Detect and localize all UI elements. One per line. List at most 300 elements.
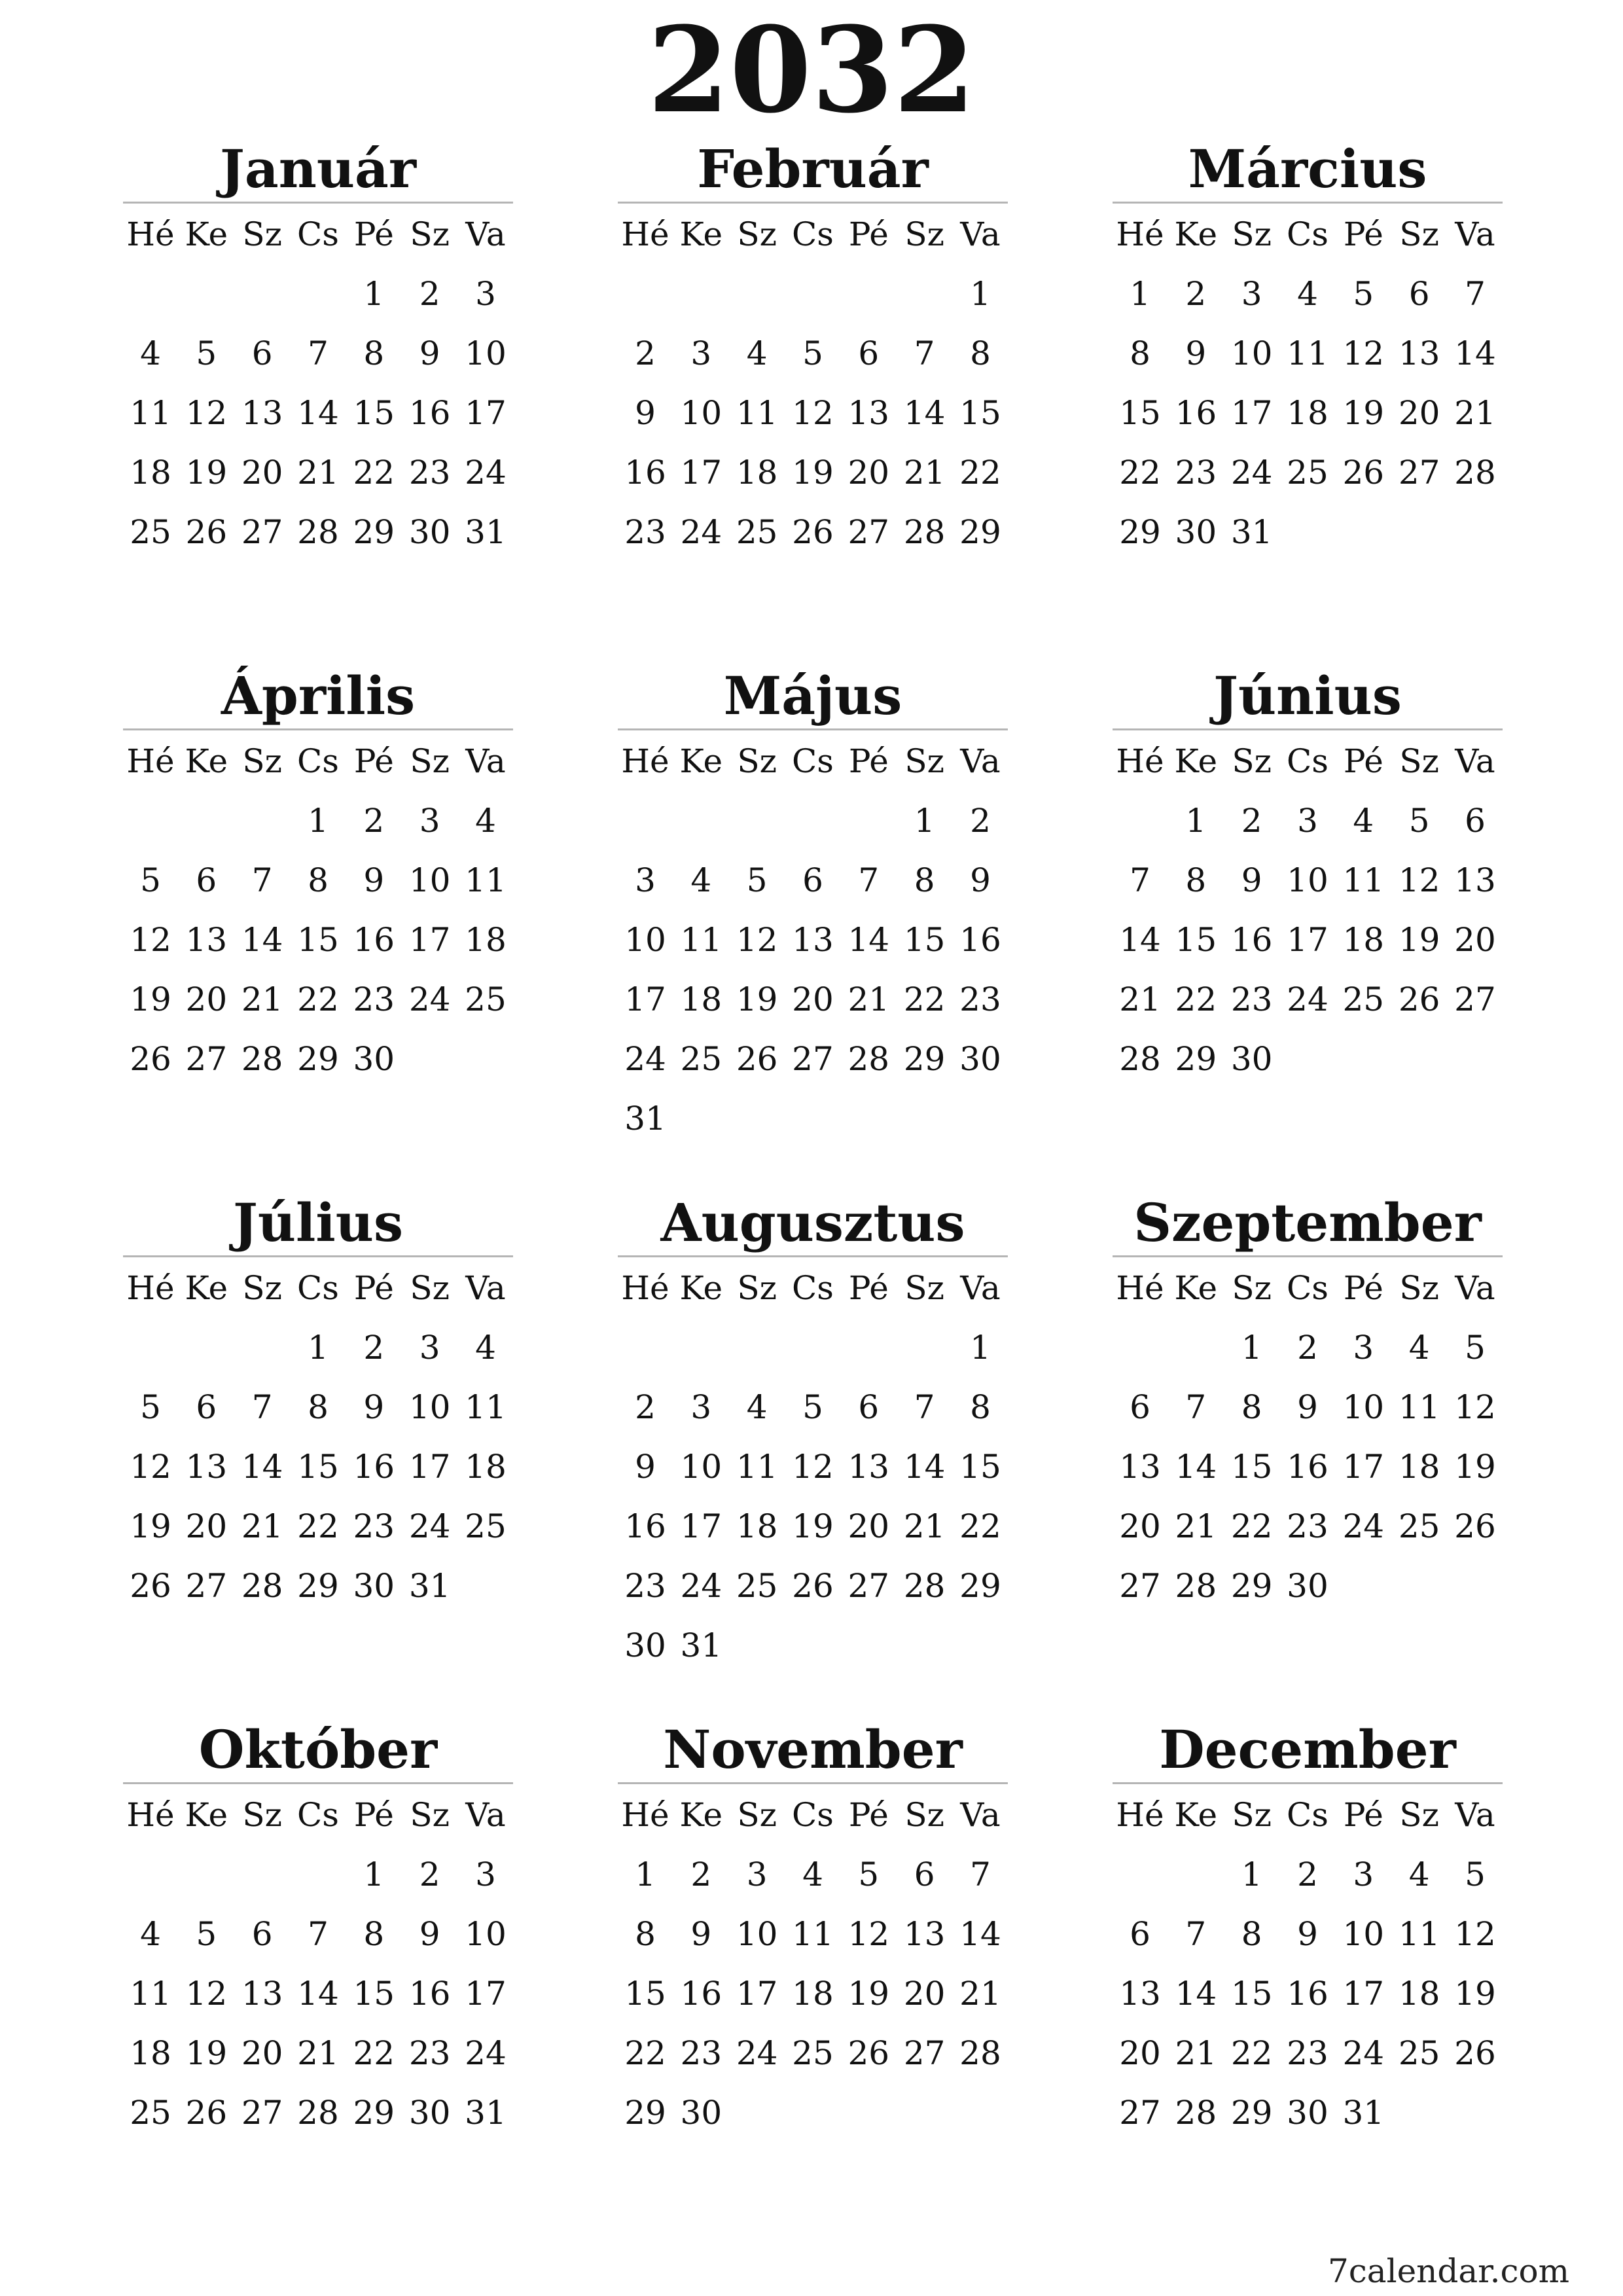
day-cell: 25 — [736, 1567, 778, 1605]
day-cell: 4 — [746, 334, 768, 372]
day-cell: 24 — [465, 454, 507, 492]
empty-cell — [618, 791, 673, 851]
month-block — [1113, 663, 1503, 1089]
weekday-header: Sz — [1399, 1796, 1439, 1834]
empty-cell — [673, 264, 728, 324]
weekday-header: Ke — [185, 1796, 228, 1834]
day-cell: 22 — [297, 980, 339, 1018]
weekday-header: Pé — [353, 742, 394, 780]
weekday-header: Hé — [126, 742, 175, 780]
day-cell: 12 — [792, 394, 834, 432]
month-divider — [123, 1255, 513, 1257]
day-cell: 25 — [680, 1040, 722, 1078]
day-grid — [618, 1259, 1008, 1676]
weekday-header: Hé — [621, 1269, 669, 1307]
day-cell: 11 — [465, 861, 507, 899]
day-cell: 28 — [297, 2094, 339, 2132]
month-name: Augusztus — [660, 1192, 965, 1253]
weekday-header: Sz — [1232, 1796, 1272, 1834]
day-cell: 29 — [1175, 1040, 1217, 1078]
day-cell: 12 — [792, 1448, 834, 1486]
day-cell: 3 — [419, 802, 440, 840]
weekday-header: Hé — [1116, 742, 1164, 780]
day-cell: 7 — [1185, 1388, 1207, 1426]
day-cell: 28 — [297, 513, 339, 551]
day-cell: 20 — [1119, 1507, 1161, 1545]
day-grid — [1113, 1785, 1503, 2143]
weekday-header: Cs — [1287, 1796, 1329, 1834]
day-cell: 12 — [130, 921, 171, 959]
empty-cell — [673, 791, 728, 851]
day-cell: 5 — [1465, 1329, 1486, 1367]
weekday-header: Pé — [848, 215, 889, 253]
weekday-header: Sz — [737, 1269, 777, 1307]
day-cell: 28 — [847, 1040, 890, 1078]
day-cell: 23 — [353, 980, 395, 1018]
day-cell: 7 — [1465, 275, 1486, 313]
day-cell: 2 — [1241, 802, 1262, 840]
weekday-header: Pé — [1343, 742, 1383, 780]
weekday-header: Ke — [1174, 215, 1218, 253]
day-cell: 11 — [130, 394, 171, 432]
day-cell: 13 — [241, 1975, 283, 2013]
day-cell: 30 — [353, 1567, 395, 1605]
day-cell: 6 — [858, 334, 880, 372]
day-cell: 26 — [185, 513, 228, 551]
day-cell: 8 — [1130, 334, 1150, 372]
day-cell: 10 — [465, 334, 507, 372]
weekday-header: Cs — [792, 215, 834, 253]
weekday-header: Cs — [297, 215, 339, 253]
empty-cell — [179, 791, 234, 851]
day-cell: 6 — [196, 1388, 217, 1426]
day-cell: 23 — [959, 980, 1001, 1018]
empty-cell — [123, 791, 178, 851]
month-divider — [1113, 1255, 1503, 1257]
day-cell: 20 — [1398, 394, 1440, 432]
empty-cell — [291, 1845, 346, 1905]
weekday-header: Sz — [1232, 215, 1272, 253]
day-cell: 21 — [847, 980, 890, 1018]
weekday-header: Hé — [621, 1796, 669, 1834]
weekday-header: Sz — [904, 1796, 944, 1834]
day-cell: 3 — [690, 1388, 712, 1426]
day-cell: 10 — [1230, 334, 1273, 372]
month-block — [1113, 136, 1503, 562]
day-cell: 4 — [746, 1388, 768, 1426]
weekday-header: Sz — [1399, 1269, 1439, 1307]
day-cell: 24 — [680, 1567, 722, 1605]
day-cell: 13 — [185, 1448, 228, 1486]
weekday-header: Cs — [792, 742, 834, 780]
day-cell: 1 — [308, 1329, 329, 1367]
weekday-header: Sz — [1232, 1269, 1272, 1307]
day-cell: 17 — [408, 921, 451, 959]
day-cell: 6 — [914, 1856, 935, 1893]
day-cell: 30 — [1175, 513, 1217, 551]
month-block — [618, 1717, 1008, 2143]
day-cell: 14 — [903, 394, 946, 432]
day-cell: 14 — [1454, 334, 1496, 372]
day-cell: 9 — [363, 1388, 385, 1426]
day-cell: 29 — [959, 513, 1001, 551]
day-cell: 21 — [1454, 394, 1496, 432]
day-cell: 18 — [736, 454, 778, 492]
day-cell: 16 — [624, 454, 666, 492]
day-cell: 27 — [241, 2094, 283, 2132]
day-cell: 20 — [241, 454, 283, 492]
day-cell: 7 — [1185, 1915, 1207, 1953]
weekday-header: Pé — [1343, 1269, 1383, 1307]
day-cell: 16 — [353, 921, 395, 959]
empty-cell — [123, 1318, 178, 1378]
day-cell: 30 — [408, 2094, 451, 2132]
day-cell: 26 — [130, 1040, 171, 1078]
day-cell: 29 — [1230, 1567, 1273, 1605]
day-cell: 22 — [1175, 980, 1217, 1018]
month-name: Június — [1213, 665, 1402, 726]
day-cell: 16 — [1230, 921, 1273, 959]
day-cell: 22 — [1119, 454, 1161, 492]
day-grid — [1113, 205, 1503, 562]
weekday-header: Va — [1455, 742, 1495, 780]
empty-cell — [730, 791, 785, 851]
weekday-header: Cs — [1287, 1269, 1329, 1307]
day-cell: 10 — [680, 394, 722, 432]
day-cell: 26 — [736, 1040, 778, 1078]
day-cell: 22 — [1230, 1507, 1273, 1545]
day-cell: 28 — [959, 2034, 1001, 2072]
day-cell: 21 — [241, 1507, 283, 1545]
day-cell: 15 — [1230, 1975, 1273, 2013]
weekday-header: Va — [960, 1796, 1001, 1834]
day-cell: 2 — [635, 1388, 656, 1426]
day-cell: 15 — [959, 394, 1001, 432]
day-cell: 17 — [408, 1448, 451, 1486]
day-cell: 20 — [185, 980, 228, 1018]
month-divider — [618, 1782, 1008, 1784]
day-cell: 4 — [1408, 1329, 1430, 1367]
weekday-header: Pé — [848, 1796, 889, 1834]
day-cell: 9 — [1297, 1915, 1318, 1953]
empty-cell — [841, 791, 896, 851]
month-name: Október — [198, 1719, 438, 1780]
day-cell: 16 — [408, 1975, 451, 2013]
day-cell: 17 — [1287, 921, 1329, 959]
day-cell: 20 — [847, 454, 890, 492]
day-cell: 27 — [185, 1567, 228, 1605]
day-cell: 31 — [680, 1626, 722, 1664]
day-grid — [1113, 1259, 1503, 1616]
day-cell: 1 — [970, 1329, 991, 1367]
empty-cell — [179, 264, 234, 324]
empty-cell — [1113, 1845, 1168, 1905]
day-cell: 20 — [792, 980, 834, 1018]
day-cell: 31 — [1230, 513, 1273, 551]
day-cell: 21 — [959, 1975, 1001, 2013]
day-cell: 4 — [140, 1915, 161, 1953]
day-cell: 28 — [241, 1040, 283, 1078]
day-cell: 11 — [465, 1388, 507, 1426]
day-cell: 10 — [1342, 1388, 1385, 1426]
day-cell: 24 — [465, 2034, 507, 2072]
day-cell: 27 — [903, 2034, 946, 2072]
day-cell: 18 — [130, 454, 171, 492]
day-cell: 10 — [408, 1388, 451, 1426]
day-cell: 13 — [241, 394, 283, 432]
day-cell: 20 — [1454, 921, 1496, 959]
day-cell: 23 — [1287, 1507, 1329, 1545]
day-cell: 5 — [746, 861, 768, 899]
day-cell: 20 — [1119, 2034, 1161, 2072]
day-cell: 25 — [465, 980, 507, 1018]
day-cell: 8 — [1241, 1915, 1262, 1953]
day-cell: 19 — [1454, 1975, 1496, 2013]
day-cell: 12 — [736, 921, 778, 959]
day-cell: 13 — [847, 394, 890, 432]
month-divider — [123, 728, 513, 730]
year-title: 2032 — [647, 1, 976, 139]
day-cell: 9 — [690, 1915, 712, 1953]
day-cell: 5 — [140, 861, 161, 899]
empty-cell — [673, 1318, 728, 1378]
day-cell: 3 — [419, 1329, 440, 1367]
day-cell: 27 — [1398, 454, 1440, 492]
month-divider — [123, 202, 513, 204]
day-cell: 22 — [353, 2034, 395, 2072]
day-cell: 15 — [624, 1975, 666, 2013]
day-cell: 3 — [746, 1856, 768, 1893]
day-cell: 7 — [308, 1915, 329, 1953]
day-cell: 9 — [1185, 334, 1207, 372]
month-name: Március — [1188, 138, 1427, 200]
day-cell: 28 — [903, 1567, 946, 1605]
day-cell: 18 — [465, 921, 507, 959]
day-cell: 30 — [1230, 1040, 1273, 1078]
empty-cell — [235, 264, 290, 324]
day-cell: 16 — [680, 1975, 722, 2013]
weekday-header: Hé — [1116, 1269, 1164, 1307]
day-cell: 11 — [130, 1975, 171, 2013]
day-cell: 25 — [1287, 454, 1329, 492]
day-cell: 16 — [1287, 1975, 1329, 2013]
day-cell: 29 — [903, 1040, 946, 1078]
weekday-header: Cs — [792, 1796, 834, 1834]
month-block — [618, 136, 1008, 562]
day-cell: 26 — [792, 513, 834, 551]
empty-cell — [1168, 1845, 1223, 1905]
day-cell: 24 — [1287, 980, 1329, 1018]
weekday-header: Hé — [126, 1796, 175, 1834]
day-cell: 2 — [419, 1856, 440, 1893]
day-grid — [123, 1785, 513, 2143]
day-cell: 13 — [1454, 861, 1496, 899]
day-cell: 1 — [635, 1856, 656, 1893]
day-cell: 16 — [1287, 1448, 1329, 1486]
day-cell: 6 — [858, 1388, 880, 1426]
day-cell: 29 — [1119, 513, 1161, 551]
day-cell: 14 — [241, 921, 283, 959]
empty-cell — [618, 1318, 673, 1378]
day-cell: 31 — [465, 513, 507, 551]
day-cell: 9 — [970, 861, 991, 899]
weekday-header: Sz — [410, 1796, 450, 1834]
day-cell: 22 — [903, 980, 946, 1018]
day-cell: 11 — [1398, 1915, 1440, 1953]
weekday-header: Sz — [242, 1269, 282, 1307]
day-cell: 5 — [196, 1915, 217, 1953]
month-block — [1113, 1717, 1503, 2143]
day-cell: 26 — [792, 1567, 834, 1605]
day-cell: 11 — [1342, 861, 1385, 899]
footer-watermark: 7calendar.com — [1327, 2252, 1569, 2290]
day-grid — [618, 205, 1008, 562]
month-name: December — [1159, 1719, 1456, 1780]
day-cell: 18 — [1342, 921, 1385, 959]
weekday-header: Sz — [410, 1269, 450, 1307]
day-cell: 18 — [1287, 394, 1329, 432]
day-cell: 9 — [1297, 1388, 1318, 1426]
day-cell: 4 — [690, 861, 712, 899]
day-cell: 23 — [408, 2034, 451, 2072]
day-cell: 28 — [903, 513, 946, 551]
day-cell: 21 — [1119, 980, 1161, 1018]
day-cell: 4 — [1353, 802, 1374, 840]
weekday-header: Cs — [297, 742, 339, 780]
day-cell: 5 — [1465, 1856, 1486, 1893]
weekday-header: Ke — [1174, 742, 1218, 780]
empty-cell — [123, 264, 178, 324]
weekday-header: Pé — [1343, 1796, 1383, 1834]
day-cell: 19 — [1342, 394, 1385, 432]
day-cell: 9 — [419, 334, 440, 372]
weekday-header: Hé — [126, 215, 175, 253]
weekday-header: Sz — [1399, 742, 1439, 780]
day-cell: 26 — [1342, 454, 1385, 492]
weekday-header: Ke — [679, 1796, 723, 1834]
empty-cell — [1113, 791, 1168, 851]
weekday-header: Va — [1455, 1269, 1495, 1307]
day-cell: 31 — [624, 1100, 666, 1138]
weekday-header: Hé — [1116, 1796, 1164, 1834]
day-cell: 7 — [914, 1388, 935, 1426]
weekday-header: Pé — [353, 1269, 394, 1307]
day-cell: 2 — [1185, 275, 1207, 313]
weekday-header: Ke — [679, 215, 723, 253]
day-cell: 30 — [408, 513, 451, 551]
day-cell: 4 — [802, 1856, 823, 1893]
day-cell: 10 — [408, 861, 451, 899]
day-cell: 6 — [1130, 1915, 1150, 1953]
day-cell: 19 — [130, 1507, 171, 1545]
day-cell: 27 — [241, 513, 283, 551]
empty-cell — [179, 1318, 234, 1378]
day-cell: 15 — [1119, 394, 1161, 432]
month-block — [123, 1190, 513, 1616]
day-cell: 20 — [903, 1975, 946, 2013]
weekday-header: Hé — [621, 742, 669, 780]
day-cell: 1 — [1185, 802, 1207, 840]
day-cell: 20 — [185, 1507, 228, 1545]
day-cell: 8 — [308, 1388, 329, 1426]
day-cell: 17 — [1342, 1448, 1385, 1486]
day-cell: 2 — [419, 275, 440, 313]
day-cell: 22 — [959, 1507, 1001, 1545]
day-cell: 30 — [1287, 1567, 1329, 1605]
day-cell: 10 — [624, 921, 666, 959]
day-cell: 28 — [1454, 454, 1496, 492]
day-cell: 23 — [680, 2034, 722, 2072]
day-cell: 30 — [353, 1040, 395, 1078]
day-cell: 24 — [408, 980, 451, 1018]
day-cell: 23 — [1287, 2034, 1329, 2072]
day-cell: 14 — [903, 1448, 946, 1486]
month-name: Szeptember — [1133, 1192, 1482, 1253]
day-cell: 27 — [1119, 1567, 1161, 1605]
day-cell: 30 — [1287, 2094, 1329, 2132]
day-cell: 14 — [241, 1448, 283, 1486]
day-cell: 1 — [1241, 1856, 1262, 1893]
day-cell: 16 — [1175, 394, 1217, 432]
day-cell: 18 — [130, 2034, 171, 2072]
weekday-header: Sz — [904, 1269, 944, 1307]
day-cell: 5 — [1408, 802, 1430, 840]
day-cell: 9 — [419, 1915, 440, 1953]
day-cell: 16 — [959, 921, 1001, 959]
day-cell: 4 — [475, 1329, 496, 1367]
day-cell: 17 — [1230, 394, 1273, 432]
day-cell: 16 — [624, 1507, 666, 1545]
empty-cell — [1113, 1318, 1168, 1378]
day-cell: 11 — [736, 394, 778, 432]
day-cell: 2 — [1297, 1329, 1318, 1367]
day-cell: 2 — [1297, 1856, 1318, 1893]
empty-cell — [235, 791, 290, 851]
day-cell: 28 — [1175, 2094, 1217, 2132]
day-cell: 25 — [1398, 2034, 1440, 2072]
day-cell: 22 — [624, 2034, 666, 2072]
empty-cell — [897, 1318, 952, 1378]
day-cell: 17 — [465, 1975, 507, 2013]
day-cell: 6 — [802, 861, 823, 899]
day-cell: 22 — [297, 1507, 339, 1545]
day-cell: 23 — [1230, 980, 1273, 1018]
day-cell: 21 — [297, 454, 339, 492]
day-cell: 27 — [792, 1040, 834, 1078]
day-cell: 21 — [1175, 1507, 1217, 1545]
day-cell: 2 — [970, 802, 991, 840]
month-block — [123, 1717, 513, 2143]
day-cell: 29 — [297, 1567, 339, 1605]
day-cell: 20 — [847, 1507, 890, 1545]
day-cell: 13 — [185, 921, 228, 959]
day-cell: 8 — [363, 334, 385, 372]
month-block — [123, 663, 513, 1089]
weekday-header: Pé — [848, 1269, 889, 1307]
day-cell: 30 — [624, 1626, 666, 1664]
day-grid — [1113, 732, 1503, 1089]
day-cell: 31 — [465, 2094, 507, 2132]
day-cell: 27 — [1454, 980, 1496, 1018]
day-cell: 15 — [353, 1975, 395, 2013]
day-cell: 26 — [1454, 2034, 1496, 2072]
day-cell: 27 — [847, 513, 890, 551]
day-cell: 3 — [1353, 1329, 1374, 1367]
day-cell: 11 — [736, 1448, 778, 1486]
day-cell: 29 — [297, 1040, 339, 1078]
day-cell: 1 — [363, 1856, 385, 1893]
weekday-header: Cs — [1287, 742, 1329, 780]
